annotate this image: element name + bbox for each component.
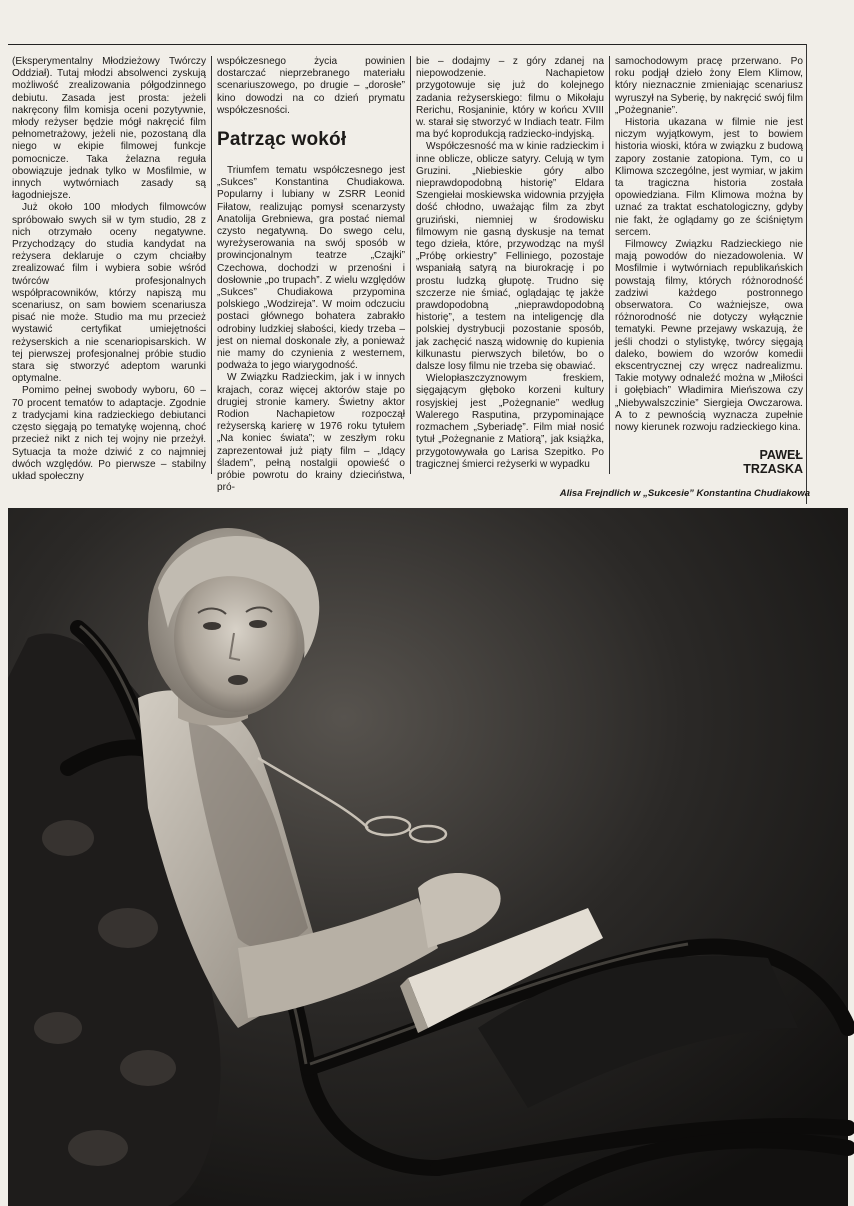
paragraph: Współczesność ma w kinie radzieckim i inne oblicze, oblicze satyry. Celują w tym Gruzini. „Niebieskie góry albo nieprawdopodobną historię” Eldara Szengiełai moskiewska widownia przyjęła dość chłodno, uważając film za zbyt gruziński, niemniej w środowisku filmowym nie gasną dyskusje na temat tego dzieła, które, przywodząc na myśl „Próbę orkiestry” Felliniego, pozostaje wspaniałą satyrą na biurokrację i po prostu ludzką głupotę. Trudno się szczerze nie śmiać, oglądając tę jakże prawdopodobną „nieprawdopodobną historię”, a testem na inteligencję dla polskiej dystrybucji pozostanie sposób, jak zachęcić naszą widownię do kupienia kilkunastu pierwszych biletów, bo o dalsze losy filmu nie trzeba się obawiać. [416,141,604,373]
author-last-name: TRZASKA [743,462,803,477]
paragraph: Pomimo pełnej swobody wyboru, 60 – 70 procent tematów to adaptacje. Zgodnie z tradycjami kina radzieckiego debiutanci często sięgają po tematykę wojenną, choć przecież nikt z nich tej wojny nie przeżył. Sytuacja ta może dziwić z co najmniej dwóch względów. Po pierwsze – stabilny układ społeczny [12,385,206,482]
top-rule [8,44,806,45]
column-4 [609,56,808,477]
photo-caption: Alisa Frejndlich w „Sukcesie” Konstantina Chudiakowa [559,488,810,499]
column-1 [12,56,211,482]
author-first-name: PAWEŁ [759,448,803,463]
paragraph: Wielopłaszczyznowym freskiem, sięgającym głęboko korzeni kultury rosyjskiej jest „Pożegnanie” według Walerego Rasputina, przypominające rozmachem „Syberiadę”. Film miał nosić tytuł „Pożegnanie z Matiorą”, jak książka, przygotowywała go Larisa Szepitko. Po tragicznej śmierci reżyserki w wypadku [416,373,604,470]
paragraph: bie – dodajmy – z góry zdanej na niepowodzenie. Nachapietow przygotowuje się już do kolejnego zadania reżyserskiego: filmu o Mikołaju Rerichu, Rosjaninie, który w końcu XVIII w. starał się stworzyć w Indiach teatr. Film ma być koprodukcją radziecko-indyjską. [416,56,604,141]
paragraph: W Związku Radzieckim, jak i w innych krajach, coraz więcej aktorów staje po drugiej stronie kamery. Świetny aktor Rodion Nachapietow rozpoczął reżyserską karierę w 1976 roku tytułem „Na koniec świata”; w zeszłym roku zaprezentował już piąty film – „Idący śladem”, pełną nostalgii opowieść o próbie powrotu do krainy dzieciństwa, pró- [217,372,405,494]
paragraph: Triumfem tematu współczesnego jest „Sukces” Konstantina Chudiakowa. Popularny i lubiany w ZSRR Leonid Fiłatow, realizując pomysł scenarzysty Anatolija Grebniewa, gra postać niemal czysto negatywną. Do swego celu, wyreżyserowania na swój sposób w prowincjonalnym teatrze „Czajki” Czechowa, dochodzi w przenośni i dosłownie „po trupach”. Z wielu względów „Sukces” Chudiakowa przypomina polskiego „Wodzireja”. W moim odczuciu postaci głównego bohatera zabrakło odrobiny ludzkiej słabości, kiedy trzeba – jest on niemal doskonale zły, a ponieważ nie mamy do czynienia z westernem, podważa to jego wiarygodność. [217,165,405,372]
paragraph: Filmowcy Związku Radzieckiego nie mają powodów do niezadowolenia. W Mosfilmie i wytwórniach republikańskich powstają filmy, których różnorodność zadziwi każdego postronnego obserwatora. Co ważniejsze, owa różnorodność nie dotyczy wyłącznie tematyki. Pewne przejawy wskazują, że jeśli chodzi o stylistykę, twórcy sięgają daleko, bowiem do wzorów komedii ekscentrycznej czy wręcz nadrealizmu. Takie motywy odnaleźć można w „Miłości i gołębiach” Władimira Mieńszowa czy „Niebywalszczinie” Siergieja Owczarowa. A to z pewnością wyznacza zupełnie nowy kierunek rozwoju radzieckiego kina. [615,239,803,434]
column-2 [211,56,410,494]
paragraph: Historia ukazana w filmie nie jest niczym wyjątkowym, jest to bowiem historia wioski, która w związku z budową zapory zostanie zatopiona. Tym, co u Klimowa szczególne, jest wymiar, w jakim ta tragiczna historia została opowiedziana. Film Klimowa można by uznać za traktat eschatologiczny, gdyby nie fakt, że oglądamy go ze ściśniętym sercem. [615,117,803,238]
paragraph: samochodowym pracę przerwano. Po roku podjął dzieło żony Elem Klimow, który nieznacznie zmieniając scenariusz wyruszył na Syberię, by nakręcić swój film „Pożegnanie”. [615,56,803,116]
paragraph: (Eksperymentalny Młodzieżowy Twórczy Oddział). Tutaj młodzi absolwenci zyskują możliwość zrealizowania półgodzinnego debiutu. Zasada jest prosta: jeżeli nakręcony film komisja oceni pozytywnie, młody reżyser będzie mógł nakręcić film pełnometrażowy, jeżeli nie, pozostaną dla niego w ekipie filmowej funkcje pomocnicze. Taka żelazna reguła obowiązuje jednak tylko w Mosfilmie, w innych wytwórniach zasady są łagodniejsze. [12,56,206,202]
paragraph: współczesnego życia powinien dostarczać nieprzebranego materiału scenariuszowego, po drugie – „dorosłe” kino dowodzi na co dzień prymatu współczesności. [217,56,405,116]
woman-in-rocking-chair-illustration [8,508,848,1206]
paragraph: Już około 100 młodych filmowców spróbowało swych sił w tym studio, 28 z nich otrzymało oceny negatywne. Przychodzący do studia kandydat na reżysera deklaruje o czym chciałby zrealizować film i wybiera sobie wśród twórców profesjonalnych współpracowników, którzy napiszą mu scenariusz, on sam bowiem scenariusza pisać nie może. Studio ma mu przecież wystawić certyfikat umiejętności reżyserskich a nie scenariopisarskich. W tej pierwszej profesjonalnej próbie studio stara się stworzyć adeptom warunki optymalne. [12,202,206,385]
author-signature [615,448,803,476]
column-3 [410,56,609,474]
section-title: Patrząc wokół [217,129,347,151]
film-still-photo [8,508,848,1206]
